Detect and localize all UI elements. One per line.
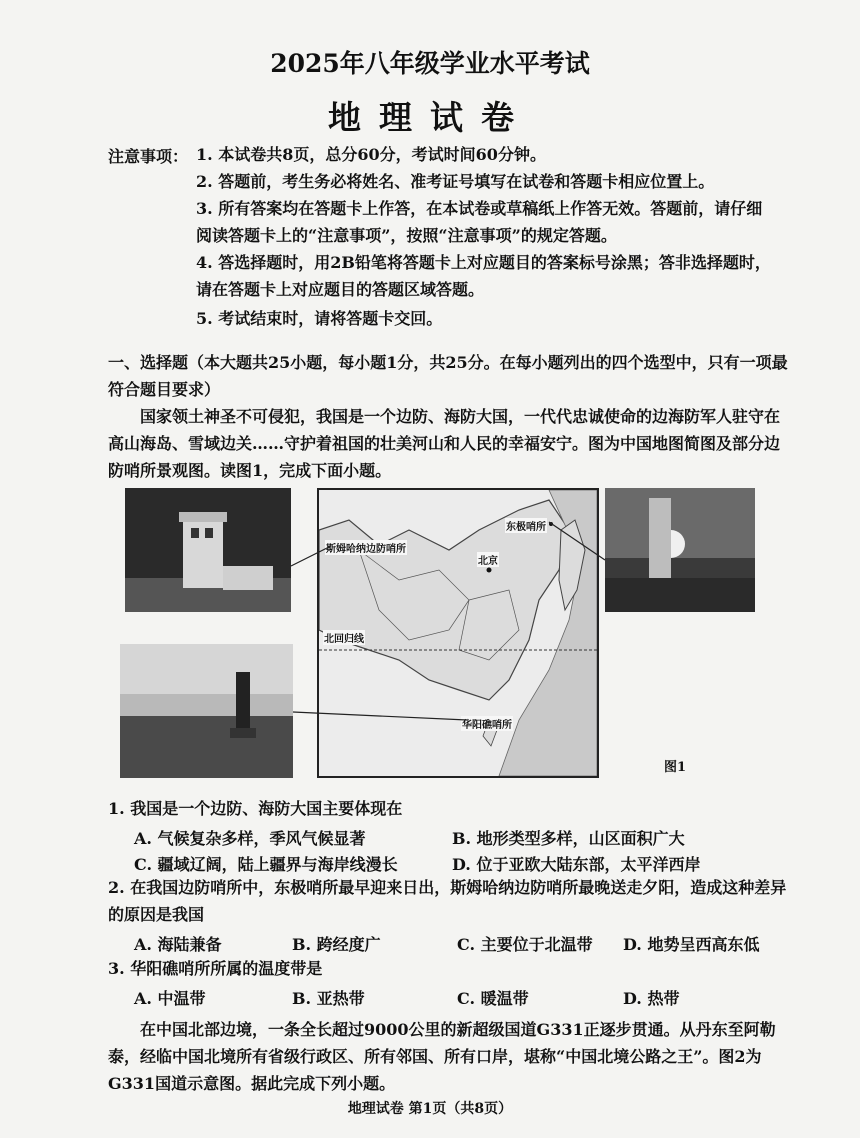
question-option: B. 亚热带	[292, 989, 365, 1008]
question-stem: 1. 我国是一个边防、海防大国主要体现在	[108, 799, 403, 818]
map-label-northwest-outpost: 斯姆哈纳边防哨所	[325, 540, 407, 555]
subject-title: 地理试卷	[328, 98, 532, 137]
question-option: B. 地形类型多样，山区面积广大	[452, 829, 685, 848]
question-option: B. 跨经度广	[292, 935, 381, 954]
question-option: C. 主要位于北温带	[457, 935, 593, 954]
figure-caption: 图1	[664, 760, 687, 775]
notice-item: 4. 答选择题时，用2B铅笔将答题卡上对应题目的答案标号涂黑；答非选择题时，请在答题卡上对应题目的答题区域答题。	[196, 253, 771, 299]
intro-paragraph: 国家领土神圣不可侵犯，我国是一个边防、海防大国，一代代忠诚使命的边海防军人驻守在高山海岛、雪域边关……守护着祖国的壮美河山和人民的幸福安宁。图为中国地图简图及部分边防哨所景观图。读图1，完成下面小题。	[108, 407, 781, 480]
notice-item: 1. 本试卷共8页，总分60分，考试时间60分钟。	[196, 145, 546, 164]
map-label-beijing: 北京	[477, 552, 499, 567]
notice-item: 5. 考试结束时，请将答题卡交回。	[196, 309, 443, 328]
question-option: C. 暖温带	[457, 989, 529, 1008]
notice-item: 2. 答题前，考生务必将姓名、准考证号填写在试卷和答题卡相应位置上。	[196, 172, 715, 191]
question-option: A. 海陆兼备	[134, 935, 222, 954]
question-option: A. 中温带	[134, 989, 206, 1008]
map-label-tropic: 北回归线	[323, 630, 365, 645]
notice-item: 3. 所有答案均在答题卡上作答，在本试卷或草稿纸上作答无效。答题前，请仔细阅读答题卡上的“注意事项”，按照“注意事项”的规定答题。	[196, 199, 763, 245]
section2-paragraph: 在中国北部边境，一条全长超过9000公里的新超级国道G331正逐步贯通。从丹东至阿勒泰，经临中国北境所有省级行政区、所有邻国、所有口岸，堪称“中国北境公路之王”。图2为G331国道示意图。据此完成下列小题。	[108, 1020, 776, 1093]
section-heading: 一、选择题（本大题共25小题，每小题1分，共25分。在每小题列出的四个选型中，只有一项最符合题目要求）	[108, 353, 788, 399]
question-stem: 2. 在我国边防哨所中，东极哨所最早迎来日出，斯姆哈纳边防哨所最晚送走夕阳，造成这种差异的原因是我国	[108, 878, 787, 924]
question-option: D. 热带	[623, 989, 680, 1008]
question-option: C. 疆域辽阔，陆上疆界与海岸线漫长	[134, 855, 398, 874]
map-label-south-outpost: 华阳礁哨所	[461, 716, 513, 731]
map-label-east-outpost: 东极哨所	[505, 518, 547, 533]
question-option: D. 位于亚欧大陆东部，太平洋西岸	[452, 855, 701, 874]
notice-label: 注意事项：	[108, 147, 189, 166]
question-option: A. 气候复杂多样，季风气候显著	[134, 829, 366, 848]
question-option: D. 地势呈西高东低	[623, 935, 760, 954]
exam-title: 2025年八年级学业水平考试	[270, 49, 590, 78]
page-footer: 地理试卷 第1页（共8页）	[347, 1101, 513, 1117]
question-stem: 3. 华阳礁哨所所属的温度带是	[108, 959, 323, 978]
